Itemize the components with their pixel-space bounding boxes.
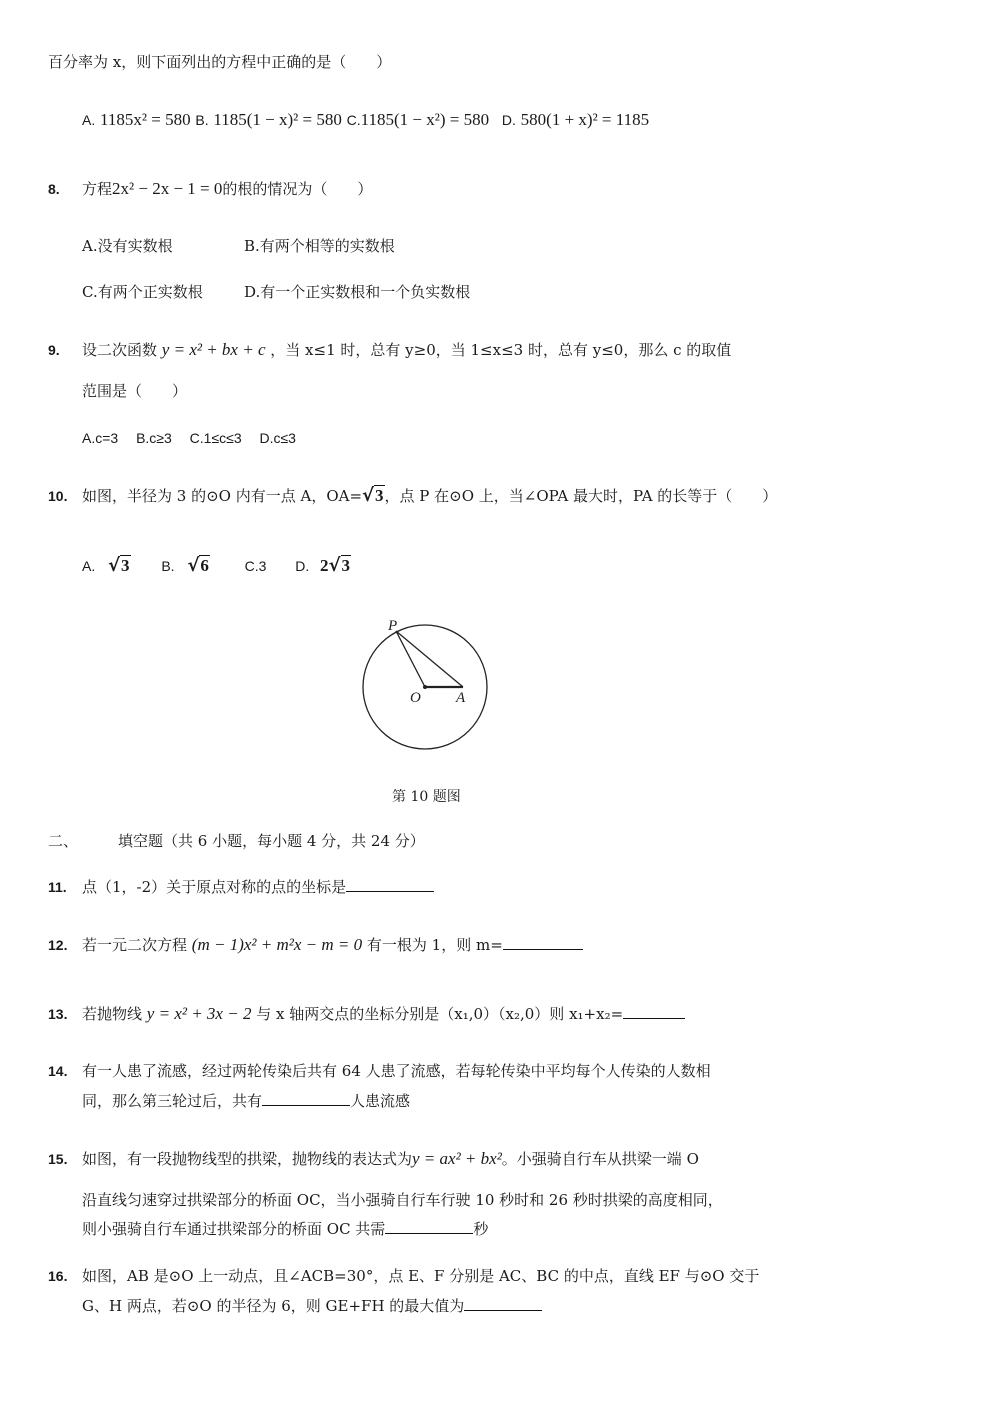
q13-number: 13.: [48, 1006, 68, 1022]
section2-number: 二、: [48, 832, 79, 850]
q12-equation: (m − 1)x² + m²x − m = 0: [191, 935, 363, 954]
q14-line2-suffix: 人患流感: [350, 1092, 411, 1110]
q10-option-b: 6: [200, 556, 209, 575]
sqrt-icon: √: [328, 555, 341, 576]
q8-equation: 2x² − 2x − 1 = 0: [112, 179, 223, 198]
q14-answer-blank[interactable]: [262, 1091, 350, 1106]
q11-text: 点（1，-2）关于原点对称的点的坐标是: [82, 878, 347, 896]
q14-number: 14.: [48, 1063, 68, 1079]
q10-option-b-label: B.: [161, 558, 175, 574]
figure-caption: 第 10 题图: [392, 789, 461, 805]
q15-line1-suffix: 。小强骑自行车从拱梁一端 O: [501, 1150, 699, 1168]
q15-number: 15.: [48, 1151, 68, 1167]
q12-answer-blank[interactable]: [503, 935, 583, 950]
q12-suffix: 有一根为 1，则 m=: [366, 936, 503, 954]
q8-stem-suffix: 的根的情况为（ ）: [222, 180, 373, 198]
q15-line3-suffix: 秒: [473, 1220, 489, 1238]
q15-line1-prefix: 如图，有一段抛物线型的拱梁，抛物线的表达式为: [82, 1150, 413, 1168]
segment-pa: [396, 631, 463, 687]
sqrt-icon: √: [108, 555, 121, 576]
q10-figure: [350, 612, 510, 762]
q9-stem: [82, 340, 731, 360]
q10-stem-part1: 如图，半径为 3 的⊙O 内有一点 A，OA=: [82, 487, 363, 505]
q7-option-d: 580(1 + x)² = 1185: [520, 110, 650, 129]
q15-line1: [82, 1149, 699, 1169]
center-point-o: [423, 685, 427, 689]
q7-option-a: 1185x² = 580: [100, 110, 191, 129]
q12-stem: [82, 935, 583, 955]
q7-option-c-label: C.: [346, 112, 361, 128]
q10-options: [82, 556, 351, 576]
q12-prefix: 若一元二次方程: [82, 936, 188, 954]
q15-line2: 沿直线匀速穿过拱梁部分的桥面 OC，当小强骑自行车行驶 10 秒时和 26 秒时拱梁的高度相同，: [82, 1191, 723, 1209]
q8-stem: [82, 179, 372, 199]
q7-option-a-label: A.: [82, 112, 96, 128]
q14-line2-prefix: 同，那么第三轮过后，共有: [82, 1092, 263, 1110]
q8-stem-prefix: 方程: [82, 180, 113, 198]
q13-answer-blank[interactable]: [623, 1004, 685, 1019]
q10-option-d: 3: [341, 556, 350, 575]
q9-stem-suffix: ，当 x≤1 时，总有 y≥0，当 1≤x≤3 时，总有 y≤0，那么 c 的取值: [270, 341, 732, 359]
q16-line2: [82, 1296, 542, 1316]
q8-option-d: D.有一个正实数根和一个负实数根: [244, 283, 471, 301]
q9-number: 9.: [48, 342, 60, 358]
q11-number: 11.: [48, 879, 67, 895]
q9-stem-line2: 范围是（ ）: [82, 382, 188, 400]
q9-options: A.c=3 B.c≥3 C.1≤c≤3 D.c≤3: [82, 430, 296, 446]
label-o: O: [410, 690, 421, 706]
q7-option-c: 1185(1 − x²) = 580: [360, 110, 490, 129]
segment-po: [396, 631, 425, 687]
q16-line2-text: G、H 两点，若⊙O 的半径为 6，则 GE+FH 的最大值为: [82, 1297, 465, 1315]
q15-answer-blank[interactable]: [385, 1219, 473, 1234]
q10-option-a: 3: [121, 556, 130, 575]
q10-radicand: 3: [375, 486, 384, 505]
q15-line3-prefix: 则小强骑自行车通过拱梁部分的桥面 OC 共需: [82, 1220, 386, 1238]
q8-option-b: B.有两个相等的实数根: [244, 237, 395, 255]
q10-option-a-label: A.: [82, 558, 96, 574]
q10-stem: [82, 486, 777, 506]
q16-line1: 如图，AB 是⊙O 上一动点，且∠ACB=30°，点 E、F 分别是 AC、BC 的中点，直线 EF 与⊙O 交于: [82, 1267, 760, 1285]
q14-line2: [82, 1091, 410, 1111]
label-p: P: [388, 618, 398, 634]
label-a: A: [456, 690, 466, 706]
q10-option-d-coef: 2: [319, 556, 329, 575]
q7-stem: 百分率为 x，则下面列出的方程中正确的是（ ）: [48, 53, 392, 71]
q14-line1: 有一人患了流感，经过两轮传染后共有 64 人患了流感，若每轮传染中平均每个人传染的人数相: [82, 1062, 711, 1080]
q8-option-c: C.有两个正实数根: [82, 283, 203, 301]
q7-option-d-label: D.: [501, 112, 516, 128]
q13-stem: [82, 1004, 685, 1024]
q10-number: 10.: [48, 488, 68, 504]
section2-title: 填空题（共 6 小题，每小题 4 分，共 24 分）: [118, 832, 425, 850]
q8-option-a: A.没有实数根: [82, 237, 173, 255]
q7-options: [82, 110, 649, 130]
q15-line3: [82, 1219, 488, 1239]
q15-expression: y = ax² + bx²: [412, 1149, 502, 1168]
q16-number: 16.: [48, 1268, 68, 1284]
sqrt-icon: √: [362, 485, 375, 506]
q10-stem-part2: ，点 P 在⊙O 上，当∠OPA 最大时，PA 的长等于（ ）: [384, 487, 778, 505]
q13-parabola: y = x² + 3x − 2: [146, 1004, 252, 1023]
q10-option-d-label: D.: [295, 558, 310, 574]
q8-number: 8.: [48, 181, 60, 197]
q12-number: 12.: [48, 937, 68, 953]
sqrt-icon: √: [187, 555, 200, 576]
q9-function: y = x² + bx + c: [161, 340, 266, 359]
q7-option-b: 1185(1 − x)² = 580: [213, 110, 342, 129]
q10-option-c: C.3: [244, 558, 267, 574]
q9-stem-prefix: 设二次函数: [82, 341, 158, 359]
q7-option-b-label: B.: [195, 112, 209, 128]
q11-answer-blank[interactable]: [346, 877, 434, 892]
q11-stem: [82, 877, 434, 897]
q13-prefix: 若抛物线: [82, 1005, 143, 1023]
q16-answer-blank[interactable]: [464, 1296, 542, 1311]
q13-suffix: 与 x 轴两交点的坐标分别是（x₁,0）（x₂,0）则 x₁+x₂=: [256, 1005, 624, 1023]
